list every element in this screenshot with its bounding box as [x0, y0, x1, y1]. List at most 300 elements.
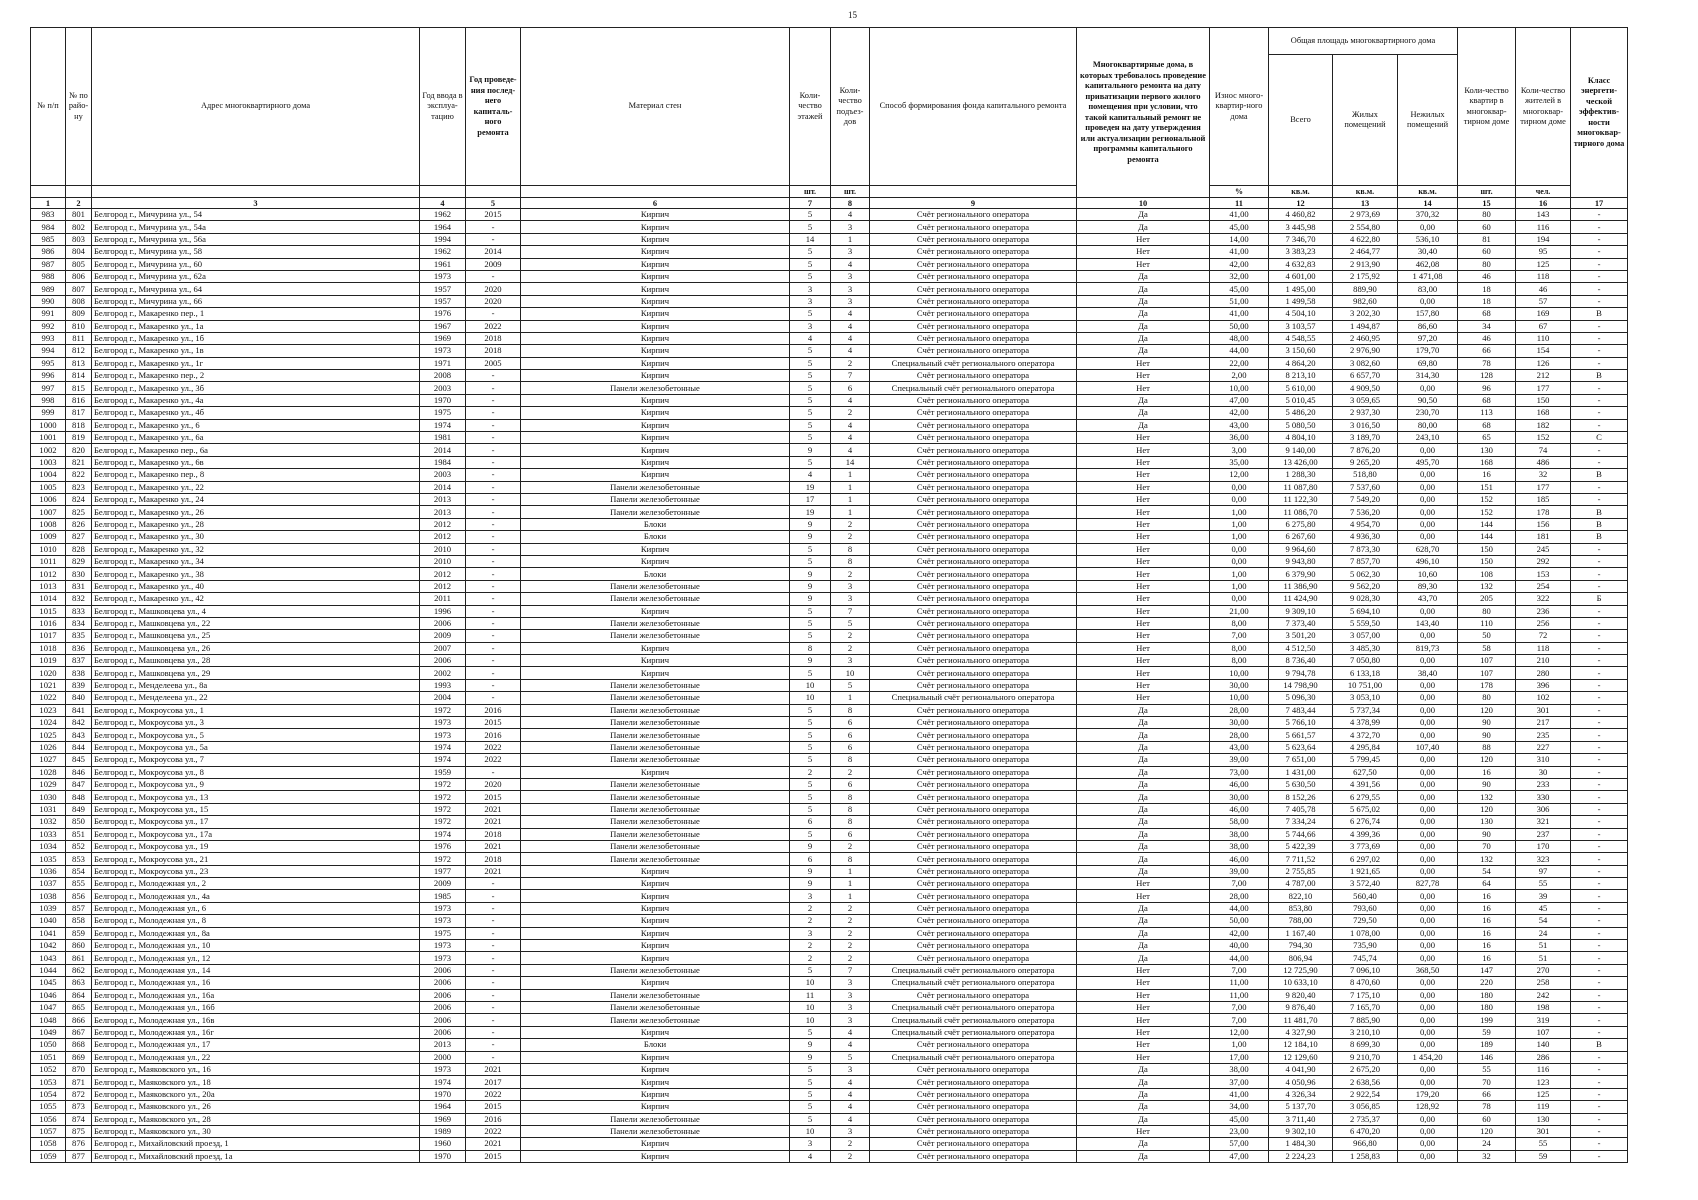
cell-wear: 38,00: [1210, 828, 1269, 840]
cell-area-residential: 4 399,36: [1333, 828, 1398, 840]
cell-commissioning-year: 1977: [420, 865, 466, 877]
cell-last-repair-year: -: [466, 679, 521, 691]
cell-area-total: 9 820,40: [1269, 989, 1333, 1001]
cell-row-number: 1003: [31, 456, 66, 468]
cell-address: Белгород г., Макаренко ул., 26: [92, 506, 420, 518]
cell-wall-material: Панели железобетонные: [521, 853, 790, 865]
cell-area-total: 4 504,10: [1269, 308, 1333, 320]
cell-residents: 310: [1516, 754, 1571, 766]
unit-residents: чел.: [1516, 186, 1571, 198]
table-row: [31, 1113, 1628, 1125]
cell-repair-required: Да: [1077, 902, 1210, 914]
cell-area-total: 9 876,40: [1269, 1002, 1333, 1014]
cell-district-number: 811: [66, 332, 92, 344]
column-number-10: 10: [1077, 198, 1210, 209]
cell-area-nonresidential: 0,00: [1398, 952, 1458, 964]
cell-row-number: 1041: [31, 927, 66, 939]
cell-entrances: 2: [831, 630, 870, 642]
cell-fund-method: Счёт регионального оператора: [870, 419, 1077, 431]
cell-apartments: 50: [1458, 630, 1516, 642]
cell-commissioning-year: 2007: [420, 642, 466, 654]
cell-repair-required: Нет: [1077, 456, 1210, 468]
cell-district-number: 852: [66, 840, 92, 852]
cell-wear: 57,00: [1210, 1138, 1269, 1150]
cell-address: Белгород г., Молодежная ул., 16г: [92, 1026, 420, 1038]
cell-last-repair-year: 2022: [466, 1088, 521, 1100]
cell-energy-class: -: [1571, 630, 1628, 642]
cell-area-nonresidential: 0,00: [1398, 1039, 1458, 1051]
cell-residents: 301: [1516, 704, 1571, 716]
cell-repair-required: Да: [1077, 295, 1210, 307]
cell-wear: 0,00: [1210, 555, 1269, 567]
cell-residents: 177: [1516, 382, 1571, 394]
cell-entrances: 2: [831, 531, 870, 543]
cell-energy-class: В: [1571, 506, 1628, 518]
cell-commissioning-year: 2012: [420, 531, 466, 543]
table-row: [31, 989, 1628, 1001]
cell-entrances: 2: [831, 927, 870, 939]
cell-residents: 321: [1516, 816, 1571, 828]
cell-district-number: 877: [66, 1150, 92, 1162]
cell-wall-material: Панели железобетонные: [521, 1125, 790, 1137]
cell-energy-class: -: [1571, 270, 1628, 282]
cell-wear: 42,00: [1210, 927, 1269, 939]
cell-energy-class: -: [1571, 1014, 1628, 1026]
table-row: [31, 320, 1628, 332]
cell-area-residential: 7 857,70: [1333, 555, 1398, 567]
table-row: [31, 655, 1628, 667]
cell-wall-material: Кирпич: [521, 878, 790, 890]
cell-address: Белгород г., Макаренко ул., 1в: [92, 345, 420, 357]
cell-apartments: 152: [1458, 493, 1516, 505]
cell-floors: 5: [790, 394, 831, 406]
cell-fund-method: Счёт регионального оператора: [870, 345, 1077, 357]
cell-wall-material: Панели железобетонные: [521, 630, 790, 642]
header-area-total: Всего: [1269, 55, 1333, 186]
cell-apartments: 16: [1458, 902, 1516, 914]
cell-address: Белгород г., Мичурина ул., 56а: [92, 233, 420, 245]
cell-last-repair-year: 2018: [466, 828, 521, 840]
cell-apartments: 113: [1458, 407, 1516, 419]
cell-row-number: 1007: [31, 506, 66, 518]
cell-repair-required: Да: [1077, 915, 1210, 927]
cell-area-residential: 2 464,77: [1333, 246, 1398, 258]
cell-district-number: 865: [66, 1002, 92, 1014]
table-row: [31, 555, 1628, 567]
cell-floors: 9: [790, 1039, 831, 1051]
cell-area-residential: 5 737,34: [1333, 704, 1398, 716]
cell-wall-material: Блоки: [521, 1039, 790, 1051]
cell-wear: 0,00: [1210, 543, 1269, 555]
cell-address: Белгород г., Мокроусова ул., 19: [92, 840, 420, 852]
unit-area-residential: кв.м.: [1333, 186, 1398, 198]
cell-apartments: 32: [1458, 1150, 1516, 1162]
cell-repair-required: Да: [1077, 741, 1210, 753]
cell-repair-required: Нет: [1077, 642, 1210, 654]
cell-wear: 35,00: [1210, 456, 1269, 468]
cell-entrances: 3: [831, 977, 870, 989]
cell-fund-method: Счёт регионального оператора: [870, 1076, 1077, 1088]
cell-fund-method: Счёт регионального оператора: [870, 1039, 1077, 1051]
cell-residents: 74: [1516, 444, 1571, 456]
cell-area-residential: 2 913,90: [1333, 258, 1398, 270]
cell-floors: 10: [790, 692, 831, 704]
table-row: [31, 617, 1628, 629]
cell-wall-material: Кирпич: [521, 915, 790, 927]
table-row: [31, 258, 1628, 270]
cell-area-residential: 735,90: [1333, 940, 1398, 952]
cell-apartments: 180: [1458, 989, 1516, 1001]
cell-fund-method: Счёт регионального оператора: [870, 1113, 1077, 1125]
cell-area-residential: 8 470,60: [1333, 977, 1398, 989]
cell-wear: 1,00: [1210, 518, 1269, 530]
cell-floors: 5: [790, 1063, 831, 1075]
cell-area-total: 11 386,90: [1269, 580, 1333, 592]
cell-area-total: 6 379,90: [1269, 568, 1333, 580]
cell-repair-required: Да: [1077, 1150, 1210, 1162]
header-entrances: Коли-чество подъез-дов: [831, 28, 870, 186]
cell-repair-required: Да: [1077, 729, 1210, 741]
cell-residents: 322: [1516, 593, 1571, 605]
cell-wall-material: Блоки: [521, 568, 790, 580]
cell-district-number: 867: [66, 1026, 92, 1038]
cell-address: Белгород г., Молодежная ул., 8: [92, 915, 420, 927]
cell-energy-class: -: [1571, 1138, 1628, 1150]
cell-apartments: 80: [1458, 209, 1516, 221]
cell-energy-class: -: [1571, 1002, 1628, 1014]
cell-residents: 51: [1516, 940, 1571, 952]
cell-row-number: 1027: [31, 754, 66, 766]
cell-entrances: 1: [831, 481, 870, 493]
cell-wear: 46,00: [1210, 803, 1269, 815]
cell-residents: 270: [1516, 964, 1571, 976]
cell-entrances: 2: [831, 568, 870, 580]
cell-wall-material: Кирпич: [521, 667, 790, 679]
cell-fund-method: Счёт регионального оператора: [870, 258, 1077, 270]
cell-residents: 217: [1516, 717, 1571, 729]
cell-wear: 43,00: [1210, 419, 1269, 431]
cell-wear: 7,00: [1210, 878, 1269, 890]
cell-repair-required: Да: [1077, 320, 1210, 332]
cell-area-residential: 4 372,70: [1333, 729, 1398, 741]
table-row: [31, 209, 1628, 221]
cell-floors: 9: [790, 840, 831, 852]
table-row: [31, 1076, 1628, 1088]
cell-area-residential: 2 554,80: [1333, 221, 1398, 233]
cell-area-residential: 9 028,30: [1333, 593, 1398, 605]
cell-energy-class: -: [1571, 717, 1628, 729]
cell-floors: 5: [790, 270, 831, 282]
cell-address: Белгород г., Мичурина ул., 62а: [92, 270, 420, 282]
cell-energy-class: -: [1571, 1076, 1628, 1088]
cell-area-total: 1 431,00: [1269, 766, 1333, 778]
cell-address: Белгород г., Менделеева ул., 8а: [92, 679, 420, 691]
cell-district-number: 840: [66, 692, 92, 704]
cell-energy-class: -: [1571, 890, 1628, 902]
cell-area-nonresidential: 0,00: [1398, 295, 1458, 307]
cell-area-total: 11 481,70: [1269, 1014, 1333, 1026]
cell-repair-required: Да: [1077, 1138, 1210, 1150]
cell-last-repair-year: 2021: [466, 816, 521, 828]
cell-commissioning-year: 2006: [420, 655, 466, 667]
cell-energy-class: -: [1571, 233, 1628, 245]
cell-fund-method: Счёт регионального оператора: [870, 890, 1077, 902]
cell-wall-material: Кирпич: [521, 332, 790, 344]
cell-area-nonresidential: 0,00: [1398, 816, 1458, 828]
column-number-11: 11: [1210, 198, 1269, 209]
cell-entrances: 4: [831, 432, 870, 444]
cell-district-number: 813: [66, 357, 92, 369]
cell-fund-method: Счёт регионального оператора: [870, 791, 1077, 803]
cell-row-number: 1048: [31, 1014, 66, 1026]
cell-fund-method: Счёт регионального оператора: [870, 444, 1077, 456]
cell-area-total: 11 122,30: [1269, 493, 1333, 505]
cell-wear: 42,00: [1210, 258, 1269, 270]
cell-last-repair-year: -: [466, 432, 521, 444]
cell-wear: 2,00: [1210, 370, 1269, 382]
cell-commissioning-year: 1964: [420, 1101, 466, 1113]
cell-residents: 107: [1516, 1026, 1571, 1038]
cell-area-nonresidential: 0,00: [1398, 940, 1458, 952]
cell-energy-class: -: [1571, 456, 1628, 468]
cell-floors: 5: [790, 345, 831, 357]
cell-area-total: 8 213,10: [1269, 370, 1333, 382]
cell-area-nonresidential: 0,00: [1398, 1150, 1458, 1162]
cell-address: Белгород г., Макаренко ул., 4б: [92, 407, 420, 419]
cell-commissioning-year: 2013: [420, 1039, 466, 1051]
cell-area-total: 12 129,60: [1269, 1051, 1333, 1063]
cell-repair-required: Нет: [1077, 568, 1210, 580]
cell-floors: 5: [790, 1088, 831, 1100]
cell-address: Белгород г., Макаренко ул., 6а: [92, 432, 420, 444]
cell-area-total: 1 495,00: [1269, 283, 1333, 295]
cell-wear: 34,00: [1210, 1101, 1269, 1113]
cell-district-number: 825: [66, 506, 92, 518]
cell-commissioning-year: 1975: [420, 927, 466, 939]
cell-area-residential: 3 082,60: [1333, 357, 1398, 369]
cell-area-total: 5 630,50: [1269, 778, 1333, 790]
cell-energy-class: -: [1571, 741, 1628, 753]
cell-entrances: 1: [831, 890, 870, 902]
cell-row-number: 1001: [31, 432, 66, 444]
cell-last-repair-year: -: [466, 407, 521, 419]
cell-entrances: 8: [831, 543, 870, 555]
cell-apartments: 120: [1458, 704, 1516, 716]
cell-area-residential: 6 657,70: [1333, 370, 1398, 382]
cell-district-number: 807: [66, 283, 92, 295]
cell-address: Белгород г., Макаренко ул., 3б: [92, 382, 420, 394]
cell-commissioning-year: 1974: [420, 419, 466, 431]
cell-area-residential: 1 078,00: [1333, 927, 1398, 939]
cell-apartments: 64: [1458, 878, 1516, 890]
cell-entrances: 2: [831, 952, 870, 964]
header-district-number: № по райо-ну: [66, 28, 92, 186]
cell-commissioning-year: 2006: [420, 977, 466, 989]
cell-commissioning-year: 2012: [420, 518, 466, 530]
cell-apartments: 107: [1458, 667, 1516, 679]
cell-floors: 6: [790, 816, 831, 828]
cell-address: Белгород г., Маяковского ул., 20а: [92, 1088, 420, 1100]
cell-residents: 177: [1516, 481, 1571, 493]
cell-fund-method: Счёт регионального оператора: [870, 667, 1077, 679]
table-header: [31, 28, 1628, 209]
cell-last-repair-year: -: [466, 952, 521, 964]
cell-entrances: 4: [831, 258, 870, 270]
cell-floors: 5: [790, 1026, 831, 1038]
cell-area-nonresidential: 0,00: [1398, 469, 1458, 481]
cell-energy-class: -: [1571, 642, 1628, 654]
table-row: [31, 382, 1628, 394]
cell-district-number: 872: [66, 1088, 92, 1100]
cell-residents: 123: [1516, 1076, 1571, 1088]
cell-fund-method: Специальный счёт регионального оператора: [870, 357, 1077, 369]
cell-last-repair-year: -: [466, 481, 521, 493]
cell-residents: 118: [1516, 270, 1571, 282]
cell-entrances: 8: [831, 803, 870, 815]
cell-area-nonresidential: 0,00: [1398, 493, 1458, 505]
table-row: [31, 531, 1628, 543]
cell-energy-class: -: [1571, 407, 1628, 419]
cell-entrances: 2: [831, 1150, 870, 1162]
cell-residents: 55: [1516, 878, 1571, 890]
header-wear: Износ много-квартир-ного дома: [1210, 28, 1269, 186]
cell-area-nonresidential: 0,00: [1398, 766, 1458, 778]
table-row: [31, 1039, 1628, 1051]
cell-commissioning-year: 2006: [420, 1014, 466, 1026]
cell-area-residential: 7 050,80: [1333, 655, 1398, 667]
table-row: [31, 964, 1628, 976]
cell-district-number: 835: [66, 630, 92, 642]
cell-fund-method: Специальный счёт регионального оператора: [870, 1002, 1077, 1014]
table-row: [31, 890, 1628, 902]
cell-commissioning-year: 2006: [420, 1002, 466, 1014]
cell-area-residential: 889,90: [1333, 283, 1398, 295]
cell-entrances: 3: [831, 580, 870, 592]
cell-residents: 55: [1516, 1138, 1571, 1150]
cell-commissioning-year: 2013: [420, 506, 466, 518]
cell-repair-required: Нет: [1077, 370, 1210, 382]
cell-floors: 5: [790, 778, 831, 790]
page-number: 15: [848, 10, 857, 20]
cell-wall-material: Панели железобетонные: [521, 1113, 790, 1125]
cell-wall-material: Кирпич: [521, 865, 790, 877]
cell-floors: 19: [790, 481, 831, 493]
cell-area-residential: 4 954,70: [1333, 518, 1398, 530]
cell-repair-required: Да: [1077, 332, 1210, 344]
cell-wall-material: Кирпич: [521, 543, 790, 555]
cell-entrances: 4: [831, 332, 870, 344]
cell-apartments: 16: [1458, 890, 1516, 902]
cell-district-number: 875: [66, 1125, 92, 1137]
cell-district-number: 837: [66, 655, 92, 667]
cell-row-number: 1054: [31, 1088, 66, 1100]
cell-fund-method: Счёт регионального оператора: [870, 531, 1077, 543]
cell-commissioning-year: 1962: [420, 209, 466, 221]
cell-area-residential: 3 053,10: [1333, 692, 1398, 704]
cell-entrances: 5: [831, 617, 870, 629]
cell-fund-method: Счёт регионального оператора: [870, 828, 1077, 840]
cell-repair-required: Нет: [1077, 679, 1210, 691]
cell-fund-method: Счёт регионального оператора: [870, 332, 1077, 344]
cell-wear: 22,00: [1210, 357, 1269, 369]
cell-fund-method: Счёт регионального оператора: [870, 518, 1077, 530]
cell-area-total: 4 548,55: [1269, 332, 1333, 344]
cell-area-nonresidential: 819,73: [1398, 642, 1458, 654]
cell-area-total: 6 267,60: [1269, 531, 1333, 543]
cell-row-number: 1013: [31, 580, 66, 592]
cell-address: Белгород г., Мокроусова ул., 23: [92, 865, 420, 877]
cell-entrances: 3: [831, 1002, 870, 1014]
header-area-nonresidential: Нежилых помещений: [1398, 55, 1458, 186]
cell-floors: 9: [790, 593, 831, 605]
table-row: [31, 766, 1628, 778]
table-row: [31, 1088, 1628, 1100]
cell-floors: 5: [790, 617, 831, 629]
cell-address: Белгород г., Макаренко ул., 38: [92, 568, 420, 580]
cell-last-repair-year: -: [466, 989, 521, 1001]
cell-residents: 233: [1516, 778, 1571, 790]
cell-commissioning-year: 1973: [420, 940, 466, 952]
cell-repair-required: Нет: [1077, 1026, 1210, 1038]
cell-district-number: 804: [66, 246, 92, 258]
cell-last-repair-year: 2015: [466, 791, 521, 803]
cell-commissioning-year: 1975: [420, 407, 466, 419]
cell-area-nonresidential: 495,70: [1398, 456, 1458, 468]
cell-residents: 153: [1516, 568, 1571, 580]
cell-area-total: 2 224,23: [1269, 1150, 1333, 1162]
cell-area-nonresidential: 368,50: [1398, 964, 1458, 976]
cell-row-number: 1052: [31, 1063, 66, 1075]
cell-entrances: 1: [831, 493, 870, 505]
cell-entrances: 4: [831, 419, 870, 431]
cell-commissioning-year: 2012: [420, 580, 466, 592]
cell-district-number: 860: [66, 940, 92, 952]
cell-residents: 45: [1516, 902, 1571, 914]
cell-floors: 11: [790, 989, 831, 1001]
cell-district-number: 859: [66, 927, 92, 939]
cell-wall-material: Кирпич: [521, 977, 790, 989]
cell-energy-class: -: [1571, 853, 1628, 865]
cell-entrances: 4: [831, 1113, 870, 1125]
cell-address: Белгород г., Мокроусова ул., 17а: [92, 828, 420, 840]
cell-district-number: 851: [66, 828, 92, 840]
cell-wear: 39,00: [1210, 865, 1269, 877]
cell-entrances: 3: [831, 989, 870, 1001]
cell-area-total: 7 373,40: [1269, 617, 1333, 629]
cell-wear: 8,00: [1210, 655, 1269, 667]
cell-area-total: 2 755,85: [1269, 865, 1333, 877]
cell-commissioning-year: 1959: [420, 766, 466, 778]
cell-address: Белгород г., Мокроусова ул., 5а: [92, 741, 420, 753]
cell-last-repair-year: -: [466, 692, 521, 704]
cell-energy-class: В: [1571, 531, 1628, 543]
cell-wall-material: Кирпич: [521, 246, 790, 258]
cell-address: Белгород г., Макаренко ул., 1б: [92, 332, 420, 344]
cell-area-total: 4 460,82: [1269, 209, 1333, 221]
cell-last-repair-year: 2020: [466, 778, 521, 790]
cell-row-number: 992: [31, 320, 66, 332]
cell-last-repair-year: 2016: [466, 704, 521, 716]
cell-area-residential: 4 909,50: [1333, 382, 1398, 394]
cell-entrances: 3: [831, 283, 870, 295]
cell-wall-material: Панели железобетонные: [521, 580, 790, 592]
cell-last-repair-year: 2016: [466, 729, 521, 741]
cell-area-total: 4 787,00: [1269, 878, 1333, 890]
cell-district-number: 869: [66, 1051, 92, 1063]
cell-residents: 212: [1516, 370, 1571, 382]
cell-energy-class: -: [1571, 332, 1628, 344]
cell-area-nonresidential: 827,78: [1398, 878, 1458, 890]
